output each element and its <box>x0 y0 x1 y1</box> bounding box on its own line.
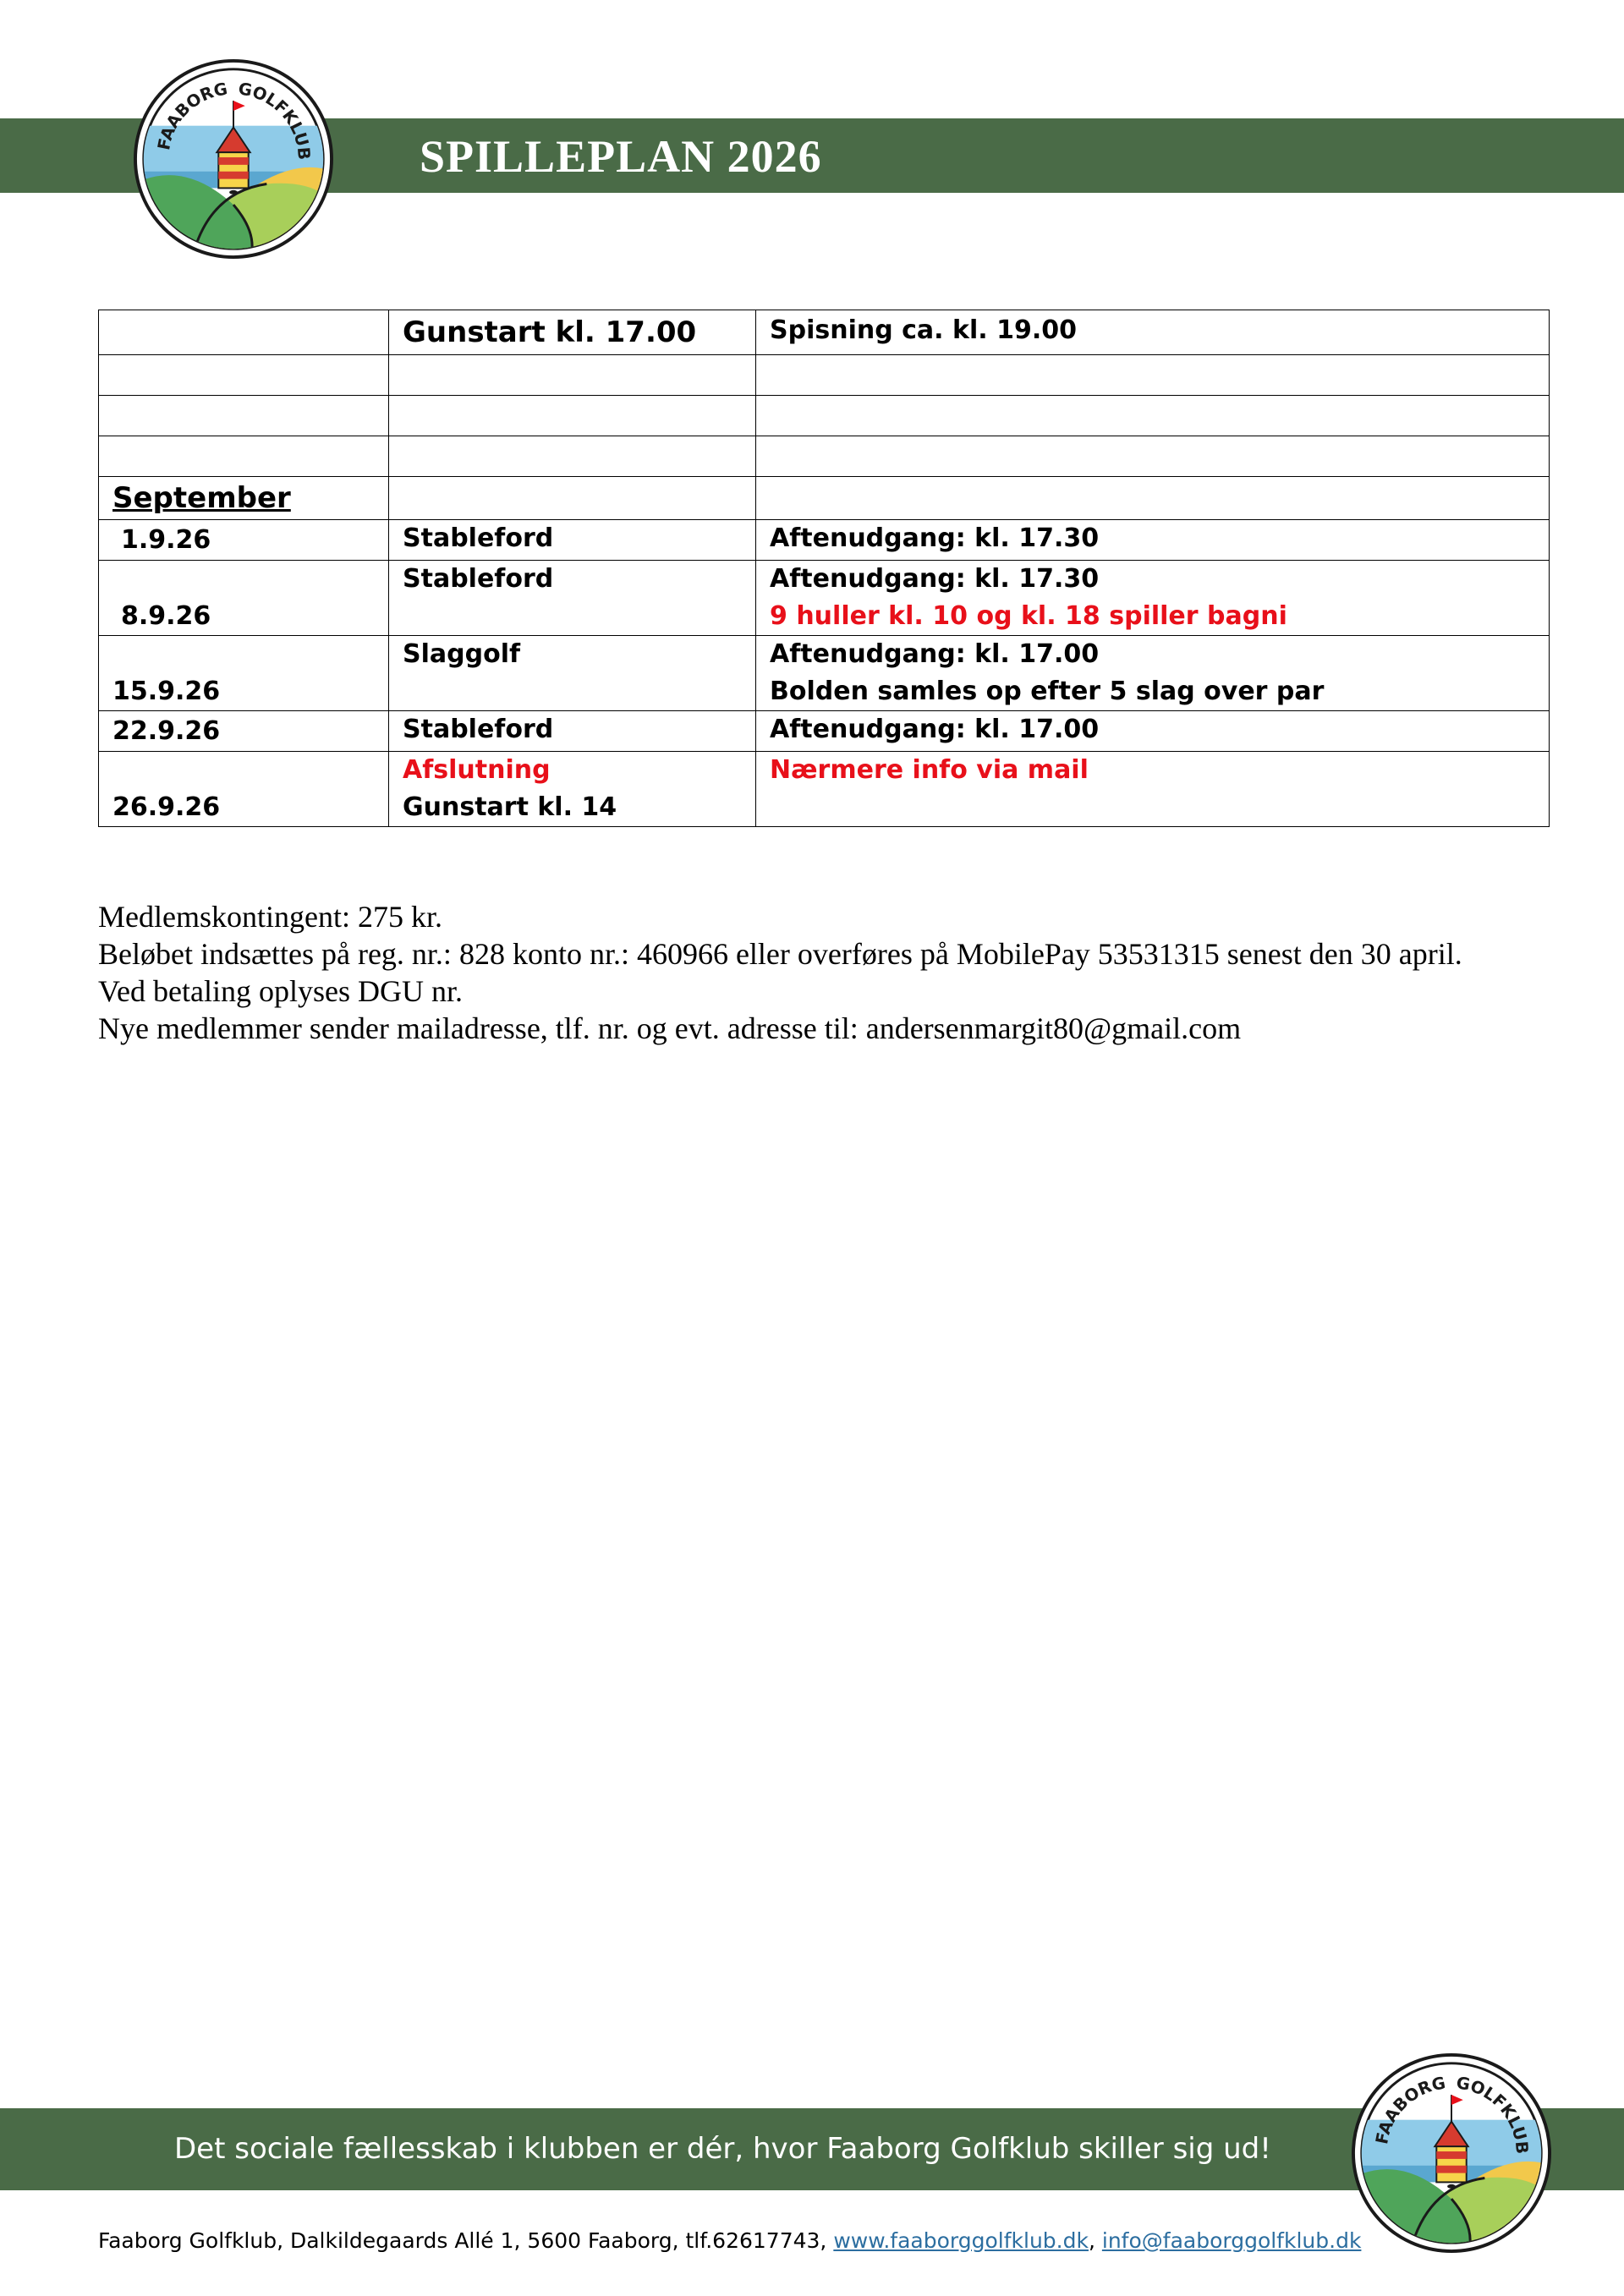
row-date: 8.9.26 <box>99 561 389 636</box>
row-info-note: Bolden samles op efter 5 slag over par <box>770 677 1325 706</box>
svg-text:GOLFKLUB: GOLFKLUB <box>237 79 314 161</box>
row-game: Stableford <box>389 711 756 752</box>
row-game-note: Gunstart kl. 14 <box>403 792 617 822</box>
table-header-row <box>99 310 1550 355</box>
row-date: 1.9.26 <box>99 520 389 561</box>
address-separator: , <box>1088 2228 1102 2253</box>
footer-address <box>98 2224 1361 2258</box>
header-spisning: Spisning ca. kl. 19.00 <box>756 310 1550 355</box>
info-payment: Beløbet indsættes på reg. nr.: 828 konto nr.: 460966 eller overføres på MobilePay 53531315 senest den 30 april. <box>98 937 1462 971</box>
table-row-month <box>99 477 1550 520</box>
page-title: SPILLEPLAN 2026 <box>420 131 822 182</box>
footer-slogan: Det sociale fællesskab i klubben er dér, hvor Faaborg Golfklub skiller sig ud! <box>174 2132 1271 2166</box>
row-info: Aftenudgang: kl. 17.30 <box>756 520 1550 561</box>
table-row <box>99 520 1550 561</box>
table-row <box>99 711 1550 752</box>
row-game-cell <box>389 752 756 827</box>
table-row <box>99 752 1550 827</box>
info-dgu: Ved betaling oplyses DGU nr. <box>98 974 463 1008</box>
row-date: 26.9.26 <box>99 752 389 827</box>
row-game: Slaggolf <box>389 636 756 711</box>
row-date: 15.9.26 <box>99 636 389 711</box>
table-row-empty <box>99 436 1550 477</box>
row-date: 22.9.26 <box>99 711 389 752</box>
header-cell-empty <box>99 310 389 355</box>
club-logo-icon <box>1352 2053 1551 2253</box>
row-info-cell <box>756 636 1550 711</box>
table-row-empty <box>99 355 1550 396</box>
info-fee: Medlemskontingent: 275 kr. <box>98 900 442 934</box>
club-logo-icon <box>134 59 333 259</box>
table-row-empty <box>99 396 1550 436</box>
row-info-cell <box>756 561 1550 636</box>
row-info: Nærmere info via mail <box>756 752 1550 827</box>
row-game: Stableford <box>389 520 756 561</box>
svg-text:FAABORG: FAABORG <box>1372 2073 1447 2146</box>
header-gunstart: Gunstart kl. 17.00 <box>389 310 756 355</box>
row-info: Aftenudgang: kl. 17.30 <box>770 564 1100 594</box>
svg-text:GOLFKLUB: GOLFKLUB <box>1455 2073 1532 2155</box>
row-info: Aftenudgang: kl. 17.00 <box>756 711 1550 752</box>
website-link[interactable]: www.faaborggolfklub.dk <box>833 2228 1089 2253</box>
row-game: Afslutning <box>403 755 551 785</box>
month-label: September <box>112 481 291 515</box>
row-game: Stableford <box>389 561 756 636</box>
schedule-table <box>98 310 1550 827</box>
row-info-note: 9 huller kl. 10 og kl. 18 spiller bagni <box>770 601 1287 631</box>
membership-info <box>98 898 1553 1047</box>
svg-text:FAABORG: FAABORG <box>154 79 229 152</box>
row-info: Aftenudgang: kl. 17.00 <box>770 639 1100 669</box>
address-text: Faaborg Golfklub, Dalkildegaards Allé 1, 5600 Faaborg, tlf.62617743, <box>98 2228 834 2253</box>
email-link[interactable]: info@faaborggolfklub.dk <box>1101 2228 1362 2253</box>
table-row <box>99 636 1550 711</box>
table-row <box>99 561 1550 636</box>
info-new-members: Nye medlemmer sender mailadresse, tlf. nr. og evt. adresse til: andersenmargit80@gmail.com <box>98 1011 1242 1045</box>
